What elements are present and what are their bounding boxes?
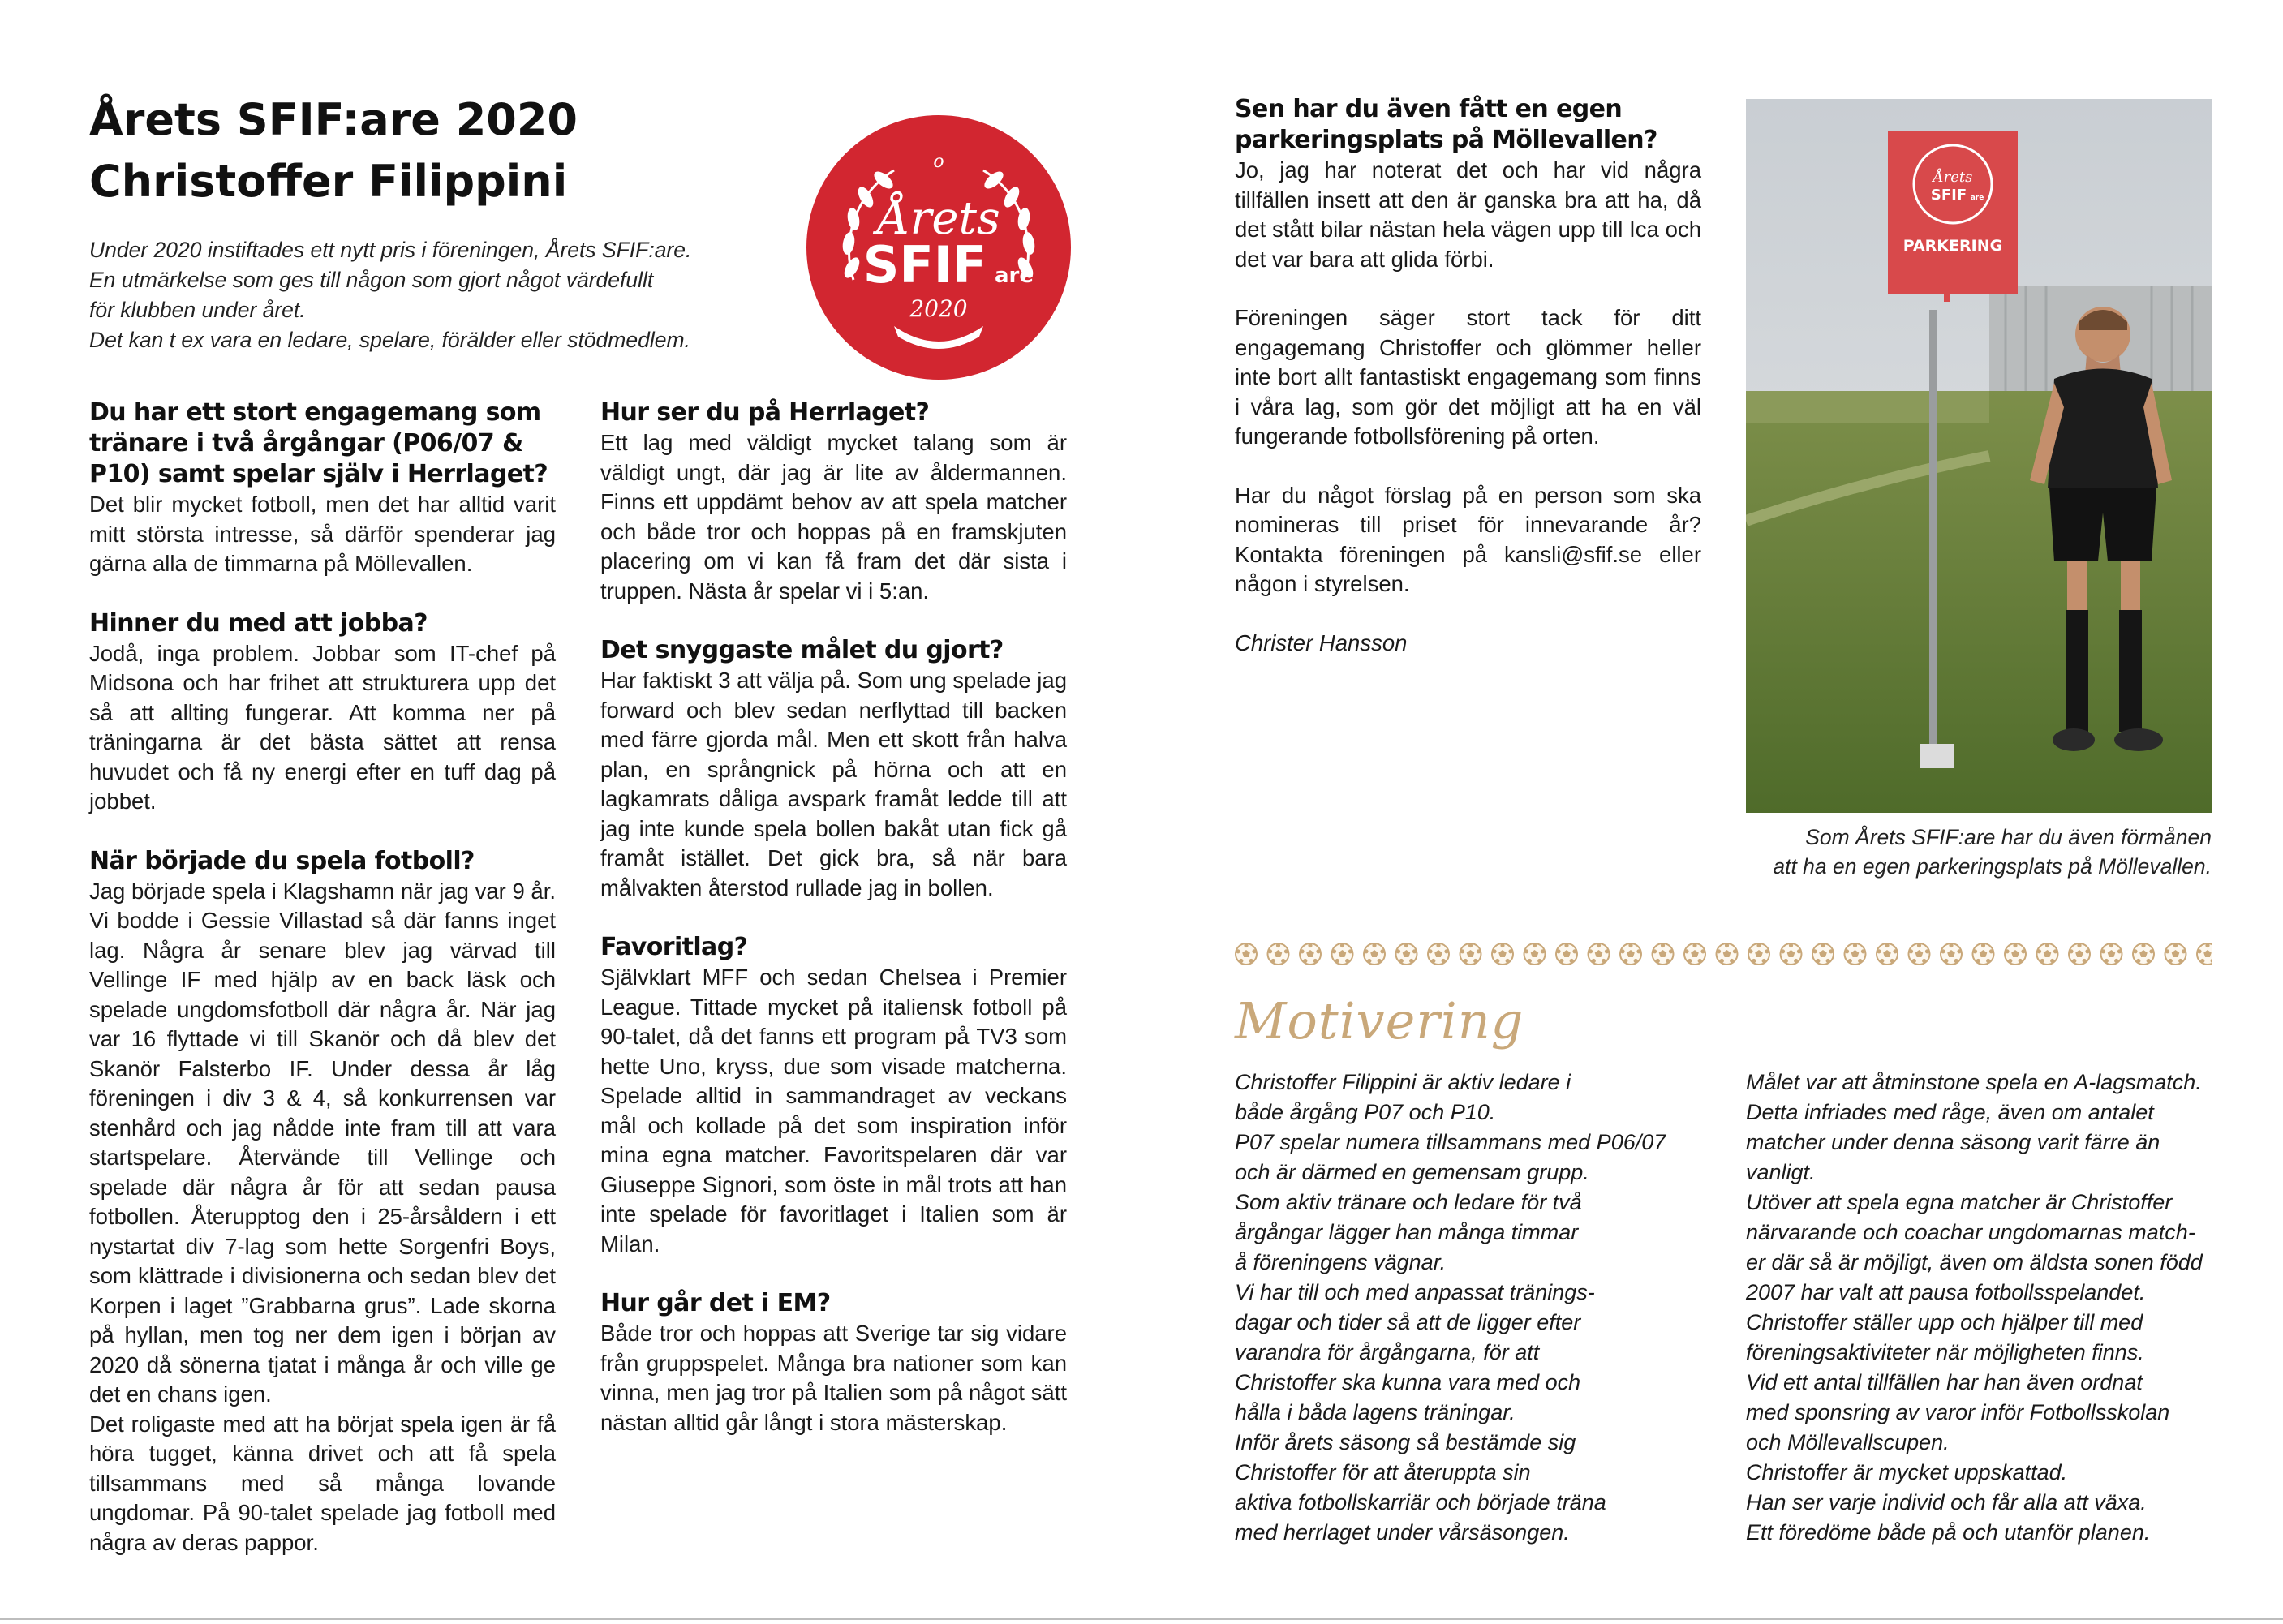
motivering-line: Christoffer ställer upp och hjälper till med <box>1746 1310 2143 1334</box>
motivering-line: hålla i båda lagens träningar. <box>1235 1400 1516 1424</box>
soccer-ball-icon <box>1684 943 1705 965</box>
soccer-ball-icon <box>2133 943 2154 965</box>
intro-text <box>89 235 755 355</box>
soccer-ball-icon <box>1460 943 1481 965</box>
badge-main-text: SFIF <box>862 235 987 294</box>
motivering-line: Utöver att spela egna matcher är Christoffer <box>1746 1190 2173 1214</box>
title-line-award: Årets SFIF:are 2020 <box>89 94 578 145</box>
article-title <box>89 89 787 213</box>
interview-column-3 <box>1235 94 1701 658</box>
sign-logo-script: Årets <box>1933 169 1973 186</box>
motivering-line: Inför årets säsong så bestämde sig <box>1235 1430 1576 1454</box>
soccer-ball-icon <box>1589 943 1610 965</box>
badge-year-text: 2020 <box>909 295 968 322</box>
motivering-line: er där så är möjligt, även om äldsta sonen född <box>1746 1250 2203 1274</box>
photo-caption <box>1671 823 2212 881</box>
motivering-line: föreningsaktiviteter när möjligheten finns. <box>1746 1340 2144 1364</box>
soccer-ball-icon <box>1653 943 1674 965</box>
soccer-ball-icon <box>1236 943 1257 965</box>
intro-line: Under 2020 instiftades ett nytt pris i föreningen, Årets SFIF:are. <box>89 238 692 262</box>
motivering-line: med sponsring av varor inför Fotbollsskolan <box>1746 1400 2170 1424</box>
question-heading: Hur ser du på Herrlaget? <box>600 398 930 427</box>
motivering-heading: Motivering <box>1235 991 1524 1050</box>
badge-top-mark: o <box>933 152 944 172</box>
motivering-line: och är därmed en gemensam grupp. <box>1235 1160 1589 1184</box>
soccer-ball-icon <box>2101 943 2122 965</box>
soccer-ball-icon <box>1877 943 1898 965</box>
motivering-line: Christoffer för att återuppta sin <box>1235 1460 1531 1484</box>
motivering-line: Christoffer är mycket uppskattad. <box>1746 1460 2068 1484</box>
soccer-ball-icon <box>1556 943 1577 965</box>
soccer-ball-icon <box>1812 943 1834 965</box>
motivering-line: 2007 har valt att pausa fotbollsspelandet. <box>1746 1280 2146 1304</box>
motivering-line: dagar och tider så att de ligger efter <box>1235 1310 1581 1334</box>
motivering-line: varandra för årgångarna, för att <box>1235 1340 1540 1364</box>
soccer-ball-icon <box>1332 943 1353 965</box>
motivering-line: och Möllevallscupen. <box>1746 1430 1950 1454</box>
badge-suffix-text: are <box>994 264 1034 288</box>
title-line-name: Christoffer Filippini <box>89 156 568 207</box>
soccer-ball-icon <box>2069 943 2090 965</box>
motivering-line: Ett föredöme både på och utanför planen. <box>1746 1520 2151 1545</box>
motivering-line: Christoffer ska kunna vara med och <box>1235 1370 1581 1394</box>
soccer-ball-icon <box>2197 943 2212 965</box>
answer-paragraph: Det blir mycket fotboll, men det har alltid varit mitt största intresse, så därför spenderar jag gärna alla de timmarna på Möllevallen. <box>89 492 556 576</box>
interview-column-2 <box>600 397 1067 1437</box>
question-heading: Hinner du med att jobba? <box>89 608 428 638</box>
motivering-line: Han ser varje individ och får alla att växa. <box>1746 1490 2147 1514</box>
sign-logo-main: SFIF <box>1930 187 1967 204</box>
soccer-ball-icon <box>1524 943 1546 965</box>
soccer-ball-icon <box>1941 943 1962 965</box>
soccer-ball-icon <box>2165 943 2186 965</box>
parking-sign-photo <box>1746 99 2212 813</box>
soccer-ball-icon <box>1781 943 1802 965</box>
soccer-ball-icon <box>1396 943 1417 965</box>
soccer-ball-icon <box>1909 943 1930 965</box>
answer-paragraph: Både tror och hoppas att Sverige tar sig vidare från gruppspelet. Många bra nationer som kan vinna, men jag tror på Italien som på något sätt nästan alltid går långt i stora mästerskap. <box>600 1321 1067 1435</box>
interview-column-1 <box>89 397 556 1557</box>
soccer-ball-icon <box>2005 943 2026 965</box>
page-bottom-rule <box>0 1618 2283 1620</box>
soccer-ball-icon <box>1428 943 1449 965</box>
motivering-column-1 <box>1235 1068 1722 1548</box>
sign-parkering-text: PARKERING <box>1902 237 2003 255</box>
soccer-ball-icon <box>1364 943 1385 965</box>
badge-script-text: Årets <box>877 192 1000 245</box>
motivering-line: både årgång P07 och P10. <box>1235 1100 1496 1124</box>
soccer-ball-icon <box>1845 943 1866 965</box>
motivering-line: P07 spelar numera tillsammans med P06/07 <box>1235 1130 1666 1154</box>
soccer-ball-icon <box>1268 943 1289 965</box>
answer-paragraph: Självklart MFF och sedan Chelsea i Premier League. Tittade mycket på italiensk fotboll på 90-talet, då det fanns ett program på TV3 som hette Uno, kryss, due som visade matcherna. Spelade alltid in sammandraget av veckans mål och kollade på det som inspiration inför mina egna matcher. Favoritspelaren där var Giuseppe Signori, som öste in mål trots att han inte spelade för favoritlaget i Italien som är Milan. <box>600 965 1067 1257</box>
answer-paragraph: Jag började spela i Klagshamn när jag var 9 år. Vi bodde i Gessie Villastad så där fanns inget lag. Några år senare blev jag värvad till Vellinge IF med hjälp av en back läsk och spelade ungdomsfotboll där några år. När jag var 16 flyttade vi till Skanör och då blev det Skanör Falsterbo IF. Under dessa år låg föreningen i div 3 & 4, så konkurrensen var stenhård och jag nådde inte fram till att vara startspelare. Återvände till Vellinge och spelade där några år för att sedan pausa fotbollen. Återupptog den i 25-årsåldern i ett nystartat div 7-lag som hette Sorgenfri Boys, som klättrade i divisionerna och sedan blev det Korpen i laget ”Grabbarna grus”. Lade skorna på hyllan, men tog ner dem igen i början av 2020 då sönerna tjatat i många år och ville ge det en chans igen. <box>89 878 556 1407</box>
soccer-ball-icon <box>1492 943 1513 965</box>
soccer-ball-icon <box>1300 943 1321 965</box>
motivering-line: Målet var att åtminstone spela en A-lagsmatch. <box>1746 1070 2202 1094</box>
motivering-line: å föreningens vägnar. <box>1235 1250 1447 1274</box>
intro-line: En utmärkelse som ges till någon som gjort något värdefullt <box>89 268 654 292</box>
motivering-line: aktiva fotbollskarriär och började träna <box>1235 1490 1606 1514</box>
motivering-line: vanligt. <box>1746 1160 1816 1184</box>
answer-paragraph: Det roligaste med att ha börjat spela igen är få höra tugget, känna drivet och att få spela tillsammans med så många lovande ungdomar. På 90-talet spelade jag fotboll med några av deras pappor. <box>89 1411 556 1555</box>
motivering-line: med herrlaget under vårsäsongen. <box>1235 1520 1570 1545</box>
question-heading: Det snyggaste målet du gjort? <box>600 636 1004 664</box>
answer-paragraph: Har faktiskt 3 att välja på. Som ung spelade jag forward och blev sedan nerflyttad till backen med färre gjorda mål. Men ett skott från halva plan, en språngnick på hörna och att en lagkamrats dåliga avspark framåt ledde till att jag inte kunde spela bollen bakåt utan fick gå framåt istället. Det gick bra, så när bara målvakten återstod rullade jag in bollen. <box>600 668 1067 900</box>
question-heading: Sen har du även fått en egen parkeringsplats på Möllevallen? <box>1235 95 1657 154</box>
question-heading: Favoritlag? <box>600 933 748 961</box>
question-heading: När började du spela fotboll? <box>89 846 475 875</box>
soccer-ball-icon <box>1717 943 1738 965</box>
motivering-line: årgångar lägger han många timmar <box>1235 1220 1579 1244</box>
author-signature: Christer Hansson <box>1235 629 1408 655</box>
motivering-column-2 <box>1746 1068 2233 1548</box>
thanks-paragraph: Föreningen säger stort tack för ditt engagemang Christoffer och glömmer heller inte bort allt fantastiskt engagemang som finns i våra lag, som gör det möjligt att ha en väl fungerande fotbollsförening på orten. <box>1235 305 1701 449</box>
caption-line: att ha en egen parkeringsplats på Möllevallen. <box>1773 854 2212 879</box>
nomination-paragraph: Har du något förslag på en person som ska nomineras till priset för innevarande år? Kontakta föreningen på kansli@sfif.se eller någon i styrelsen. <box>1235 482 1701 596</box>
intro-line: för klubben under året. <box>89 298 306 322</box>
soccer-ball-divider <box>1235 939 2212 969</box>
answer-paragraph: Ett lag med väldigt mycket talang som är väldigt ungt, där jag är lite av åldermannen. Finns ett uppdämt behov av att spela matcher och både tror och hoppas på en framskjuten placering om vi kan få fram det där sista i truppen. Nästa år spelar vi i 5:an. <box>600 430 1067 604</box>
motivering-line: Vi har till och med anpassat tränings- <box>1235 1280 1595 1304</box>
question-heading: Du har ett stort engagemang som tränare i två årgångar (P06/07 & P10) samt spelar själv i Herrlaget? <box>89 398 548 488</box>
motivering-line: närvarande och coachar ungdomarnas match- <box>1746 1220 2195 1244</box>
question-heading: Hur går det i EM? <box>600 1289 831 1317</box>
soccer-ball-icon <box>1748 943 1769 965</box>
soccer-ball-icon <box>1973 943 1994 965</box>
soccer-ball-icon <box>1620 943 1641 965</box>
intro-line: Det kan t ex vara en ledare, spelare, förälder eller stödmedlem. <box>89 328 690 352</box>
motivering-line: Vid ett antal tillfällen har han även ordnat <box>1746 1370 2143 1394</box>
motivering-line: Som aktiv tränare och ledare för två <box>1235 1190 1582 1214</box>
soccer-ball-icon <box>2037 943 2058 965</box>
arets-sfifare-badge <box>805 114 1073 381</box>
motivering-line: matcher under denna säsong varit färre än <box>1746 1130 2160 1154</box>
motivering-line: Christoffer Filippini är aktiv ledare i <box>1235 1070 1571 1094</box>
caption-line: Som Årets SFIF:are har du även förmånen <box>1805 825 2212 849</box>
answer-paragraph: Jo, jag har noterat det och har vid några tillfällen insett att den är ganska bra att ha, då det stått bilar nästan hela vägen upp till Ica och det var bara att glida förbi. <box>1235 157 1701 272</box>
sign-logo-suffix: are <box>1970 194 1984 202</box>
answer-paragraph: Jodå, inga problem. Jobbar som IT-chef på Midsona och har frihet att strukturera upp det så att allting fungerar. Att komma ner på träningarna är det bästa sättet att rensa huvudet och få ny energi efter en tuff dag på jobbet. <box>89 640 556 814</box>
motivering-line: Detta infriades med råge, även om antalet <box>1746 1100 2154 1124</box>
